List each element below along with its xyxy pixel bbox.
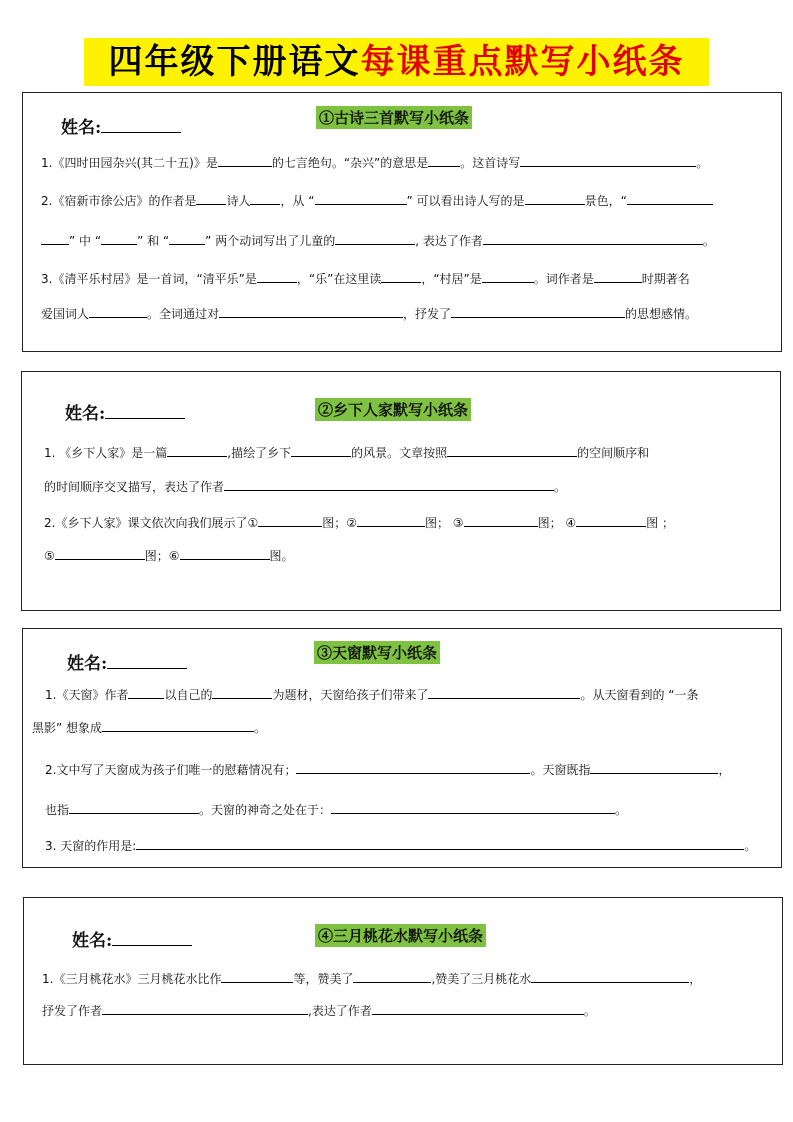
blank[interactable] — [167, 444, 227, 457]
card-ancient-poems — [22, 92, 782, 352]
blank[interactable] — [219, 305, 403, 318]
blank[interactable] — [428, 154, 460, 167]
question-line: 2.《宿新市徐公店》的作者是 诗人 ，从 “ ” 可以看出诗人写的是 景色，“ — [41, 192, 713, 209]
page-title: 四年级下册语文每课重点默写小纸条 — [84, 38, 709, 86]
blank[interactable] — [464, 514, 538, 527]
section-tag: ①古诗三首默写小纸条 — [316, 106, 472, 129]
blank[interactable] — [101, 232, 137, 245]
name-label: 姓名: — [72, 926, 192, 951]
blank[interactable] — [531, 970, 689, 983]
blank[interactable] — [136, 837, 744, 850]
card-village-homes — [21, 371, 781, 611]
blank[interactable] — [221, 970, 293, 983]
blank[interactable] — [250, 192, 280, 205]
blank[interactable] — [428, 686, 580, 699]
blank[interactable] — [102, 719, 254, 732]
question-line: 1.《天窗》作者 以自己的 为题材，天窗给孩子们带来了 。从天窗看到的 “一条 — [45, 688, 699, 702]
question-line: ⑤ 图；⑥ 图。 — [44, 549, 294, 563]
question-line: 的时间顺序交叉描写，表达了作者 。 — [44, 480, 567, 494]
name-label: 姓名: — [67, 649, 187, 674]
question-line: 3. 天窗的作用是: 。 — [45, 839, 757, 853]
blank[interactable] — [180, 547, 270, 560]
blank[interactable] — [627, 192, 713, 205]
blank[interactable] — [102, 1002, 308, 1015]
blank[interactable] — [212, 686, 272, 699]
blank[interactable] — [525, 192, 585, 205]
blank[interactable] — [218, 154, 272, 167]
blank[interactable] — [447, 444, 577, 457]
blank[interactable] — [331, 801, 615, 814]
blank[interactable] — [55, 547, 145, 560]
blank[interactable] — [257, 270, 297, 283]
section-tag: ③天窗默写小纸条 — [314, 641, 440, 664]
blank[interactable] — [89, 305, 147, 318]
blank[interactable] — [520, 154, 696, 167]
blank[interactable] — [169, 232, 205, 245]
name-blank[interactable] — [105, 400, 185, 419]
name-label: 姓名: — [61, 113, 181, 138]
blank[interactable] — [296, 761, 530, 774]
blank[interactable] — [357, 514, 425, 527]
question-line: 1.《四时田园杂兴(其二十五)》是 的七言绝句。“杂兴”的意思是 。这首诗写 。 — [41, 156, 709, 170]
blank[interactable] — [335, 232, 415, 245]
blank[interactable] — [196, 192, 226, 205]
blank[interactable] — [291, 444, 351, 457]
blank[interactable] — [258, 514, 322, 527]
name-blank[interactable] — [101, 114, 181, 133]
blank[interactable] — [590, 761, 718, 774]
blank[interactable] — [381, 270, 421, 283]
name-label: 姓名: — [65, 399, 185, 424]
card-march-peach-water — [23, 897, 783, 1065]
question-line: 黑影” 想象成 。 — [32, 721, 267, 735]
section-tag: ②乡下人家默写小纸条 — [315, 398, 471, 421]
blank[interactable] — [594, 270, 642, 283]
blank[interactable] — [353, 970, 431, 983]
blank[interactable] — [482, 270, 534, 283]
blank[interactable] — [451, 305, 625, 318]
section-tag: ④三月桃花水默写小纸条 — [315, 924, 486, 947]
question-line: 抒发了作者 ,表达了作者 。 — [42, 1004, 596, 1018]
question-line: 1.《三月桃花水》三月桃花水比作 等，赞美了 ,赞美了三月桃花水 ， — [42, 972, 702, 986]
question-line: 3.《清平乐村居》是一首词，“清平乐”是 ，“乐”在这里读 ，“村居”是 。词作者是 时期著名 — [41, 272, 690, 286]
question-line: 爱国词人 。全词通过对 ，抒发了 的思想感情。 — [41, 307, 698, 321]
blank[interactable] — [315, 192, 407, 205]
question-line: 2.《乡下人家》课文依次向我们展示了① 图；② 图； ③ 图； ④ 图 ； — [44, 516, 674, 530]
card-skylight — [22, 628, 782, 868]
blank[interactable] — [41, 232, 69, 245]
question-line: 2.文中写了天窗成为孩子们唯一的慰藉情况有； 。天窗既指 ， — [45, 763, 731, 777]
blank[interactable] — [483, 232, 703, 245]
name-blank[interactable] — [107, 650, 187, 669]
blank[interactable] — [224, 478, 554, 491]
blank[interactable] — [69, 801, 199, 814]
question-line: 也指 。天窗的神奇之处在于： 。 — [45, 803, 628, 817]
blank[interactable] — [576, 514, 646, 527]
blank[interactable] — [372, 1002, 584, 1015]
blank[interactable] — [128, 686, 164, 699]
name-blank[interactable] — [112, 927, 192, 946]
question-line: 1. 《乡下人家》是一篇 ,描绘了乡下 的风景。文章按照 的空间顺序和 — [44, 446, 650, 460]
question-line: ” 中 “ ” 和 “ ” 两个动词写出了儿童的 , 表达了作者 。 — [41, 232, 715, 249]
